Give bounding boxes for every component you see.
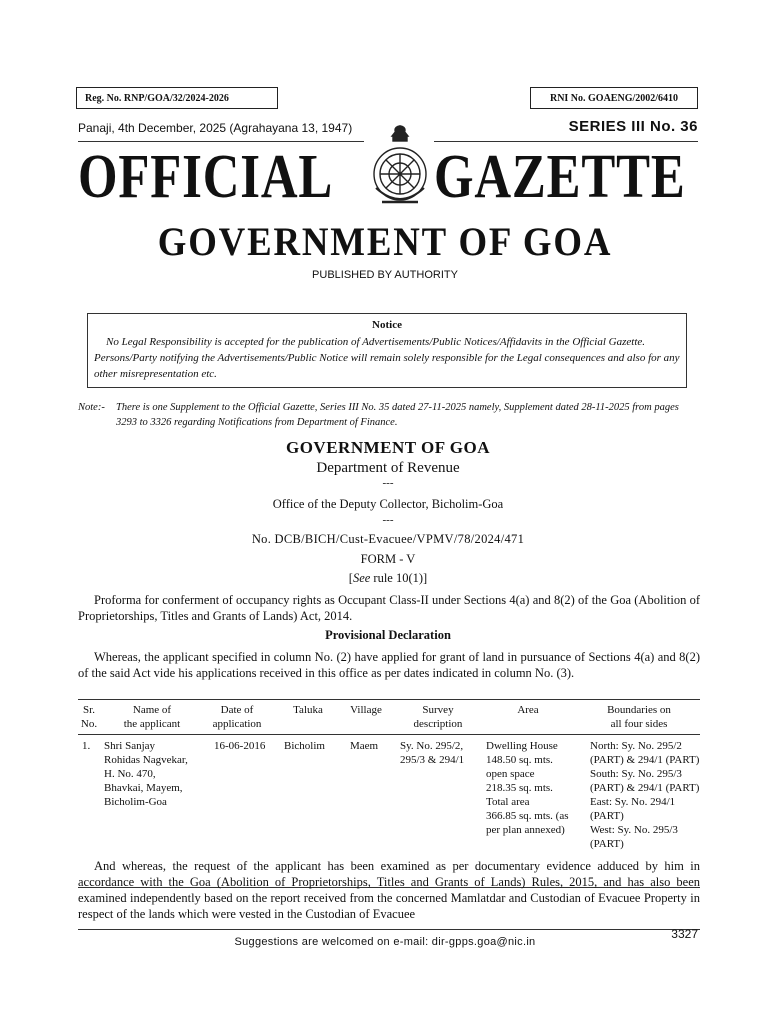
rule-rest: rule 10(1)] <box>370 571 428 585</box>
proforma-paragraph: Proforma for conferment of occupancy rights as Occupant Class-II under Sections 4(a) and 8(2) of the Goa (Abolition of Proprietorships, Titles and Grants of Lands) Act, 2014. <box>78 593 700 623</box>
department-heading: Department of Revenue <box>316 460 460 476</box>
header-sr-no: Sr. No. <box>80 704 98 730</box>
page-number: 3327 <box>671 927 698 941</box>
note-text: There is one Supplement to the Official Gazette, Series III No. 35 dated 27-11-2025 namely, Supplement dated 28-11-2025 from pages 3293 to 3326 regarding Notifications from Department of Finance. <box>116 402 679 428</box>
masthead-gazette: GAZETTE <box>434 143 686 211</box>
government-title: GOVERNMENT OF GOA <box>157 219 613 264</box>
footer-rule <box>78 929 700 930</box>
office-heading: Office of the Deputy Collector, Bicholim-Goa <box>272 497 504 511</box>
rni-number-box: RNI No. GOAENG/2002/6410 <box>530 87 698 109</box>
cell-area: Dwelling House 148.50 sq. mts. open space 218.35 sq. mts. Total area 366.85 sq. mts. (as per plan annexed) <box>486 740 569 836</box>
rule-open: [ <box>348 571 353 585</box>
published-by-authority: PUBLISHED BY AUTHORITY <box>312 269 458 281</box>
suggestions-email: Suggestions are welcomed on e-mail: dir-gpps.goa@nic.in <box>234 936 536 948</box>
cell-name: Shri Sanjay Rohidas Nagvekar, H. No. 470, Bhavkai, Mayem, Bicholim-Goa <box>104 740 188 808</box>
rule-reference <box>0 571 770 586</box>
separator: --- <box>382 514 394 526</box>
header-taluka: Taluka <box>293 704 323 716</box>
and-whereas-paragraph: And whereas, the request of the applicant has been examined as per documentary evidence adduced by him in accordance with the Goa (Abolition of Proprietorships, Titles and Grants of Lands) Rules, 2015, and has also been examined independently based on the report received from the concerned Mamlatdar and Custodian of Evacuee Property in respect of the lands which were vested in the Custodian of Evacuee <box>78 859 700 921</box>
notice-title: Notice <box>372 319 402 331</box>
separator: --- <box>382 477 394 489</box>
cell-date: 16-06-2016 <box>214 740 266 752</box>
header-area: Area <box>517 704 539 716</box>
cell-sr-no: 1. <box>82 740 91 752</box>
notice-box <box>87 313 687 388</box>
whereas-paragraph: Whereas, the applicant specified in column No. (2) have applied for grant of land in pursuance of Sections 4(a) and 8(2) of the said Act vide his applications received in this office as per dates indicated in column No. (3). <box>78 650 700 680</box>
registration-number-box: Reg. No. RNP/GOA/32/2024-2026 <box>76 87 278 109</box>
notice-text: No Legal Responsibility is accepted for the publication of Advertisements/Public Notices/Affidavits in the Official Gazette. Persons/Party notifying the Advertisements/Public Notice will remain solely responsible for the Legal consequences and also for any other misrepresentation etc. <box>94 336 680 380</box>
table-header <box>78 700 700 735</box>
header-survey: Survey description <box>413 704 463 730</box>
header-boundaries: Boundaries on all four sides <box>607 704 671 730</box>
order-government-heading: GOVERNMENT OF GOA <box>285 438 490 457</box>
provisional-declaration-heading: Provisional Declaration <box>325 628 451 642</box>
order-number: No. DCB/BICH/Cust-Evacuee/VPMV/78/2024/471 <box>251 532 525 546</box>
cell-boundaries: North: Sy. No. 295/2 (PART) & 294/1 (PART) South: Sy. No. 295/3 (PART) & 294/1 (PART) East: Sy. No. 294/1 (PART) West: Sy. No. 295/3 (PART) <box>590 740 700 850</box>
series-number: SERIES III No. 36 <box>568 118 698 135</box>
state-emblem-icon <box>366 118 434 214</box>
dateline: Panaji, 4th December, 2025 (Agrahayana 13, 1947) <box>78 121 353 135</box>
cell-taluka: Bicholim <box>284 740 325 752</box>
header-name: Name of the applicant <box>123 704 181 730</box>
header-date: Date of application <box>212 704 262 730</box>
cell-village: Maem <box>350 740 379 752</box>
supplement-note <box>78 400 700 430</box>
header-village: Village <box>350 704 382 716</box>
masthead-official: OFFICIAL <box>78 143 334 211</box>
rule-see: See <box>352 571 371 585</box>
cell-survey: Sy. No. 295/2, 295/3 & 294/1 <box>400 740 465 766</box>
form-heading: FORM - V <box>360 552 416 566</box>
note-label: Note:- <box>78 402 105 413</box>
